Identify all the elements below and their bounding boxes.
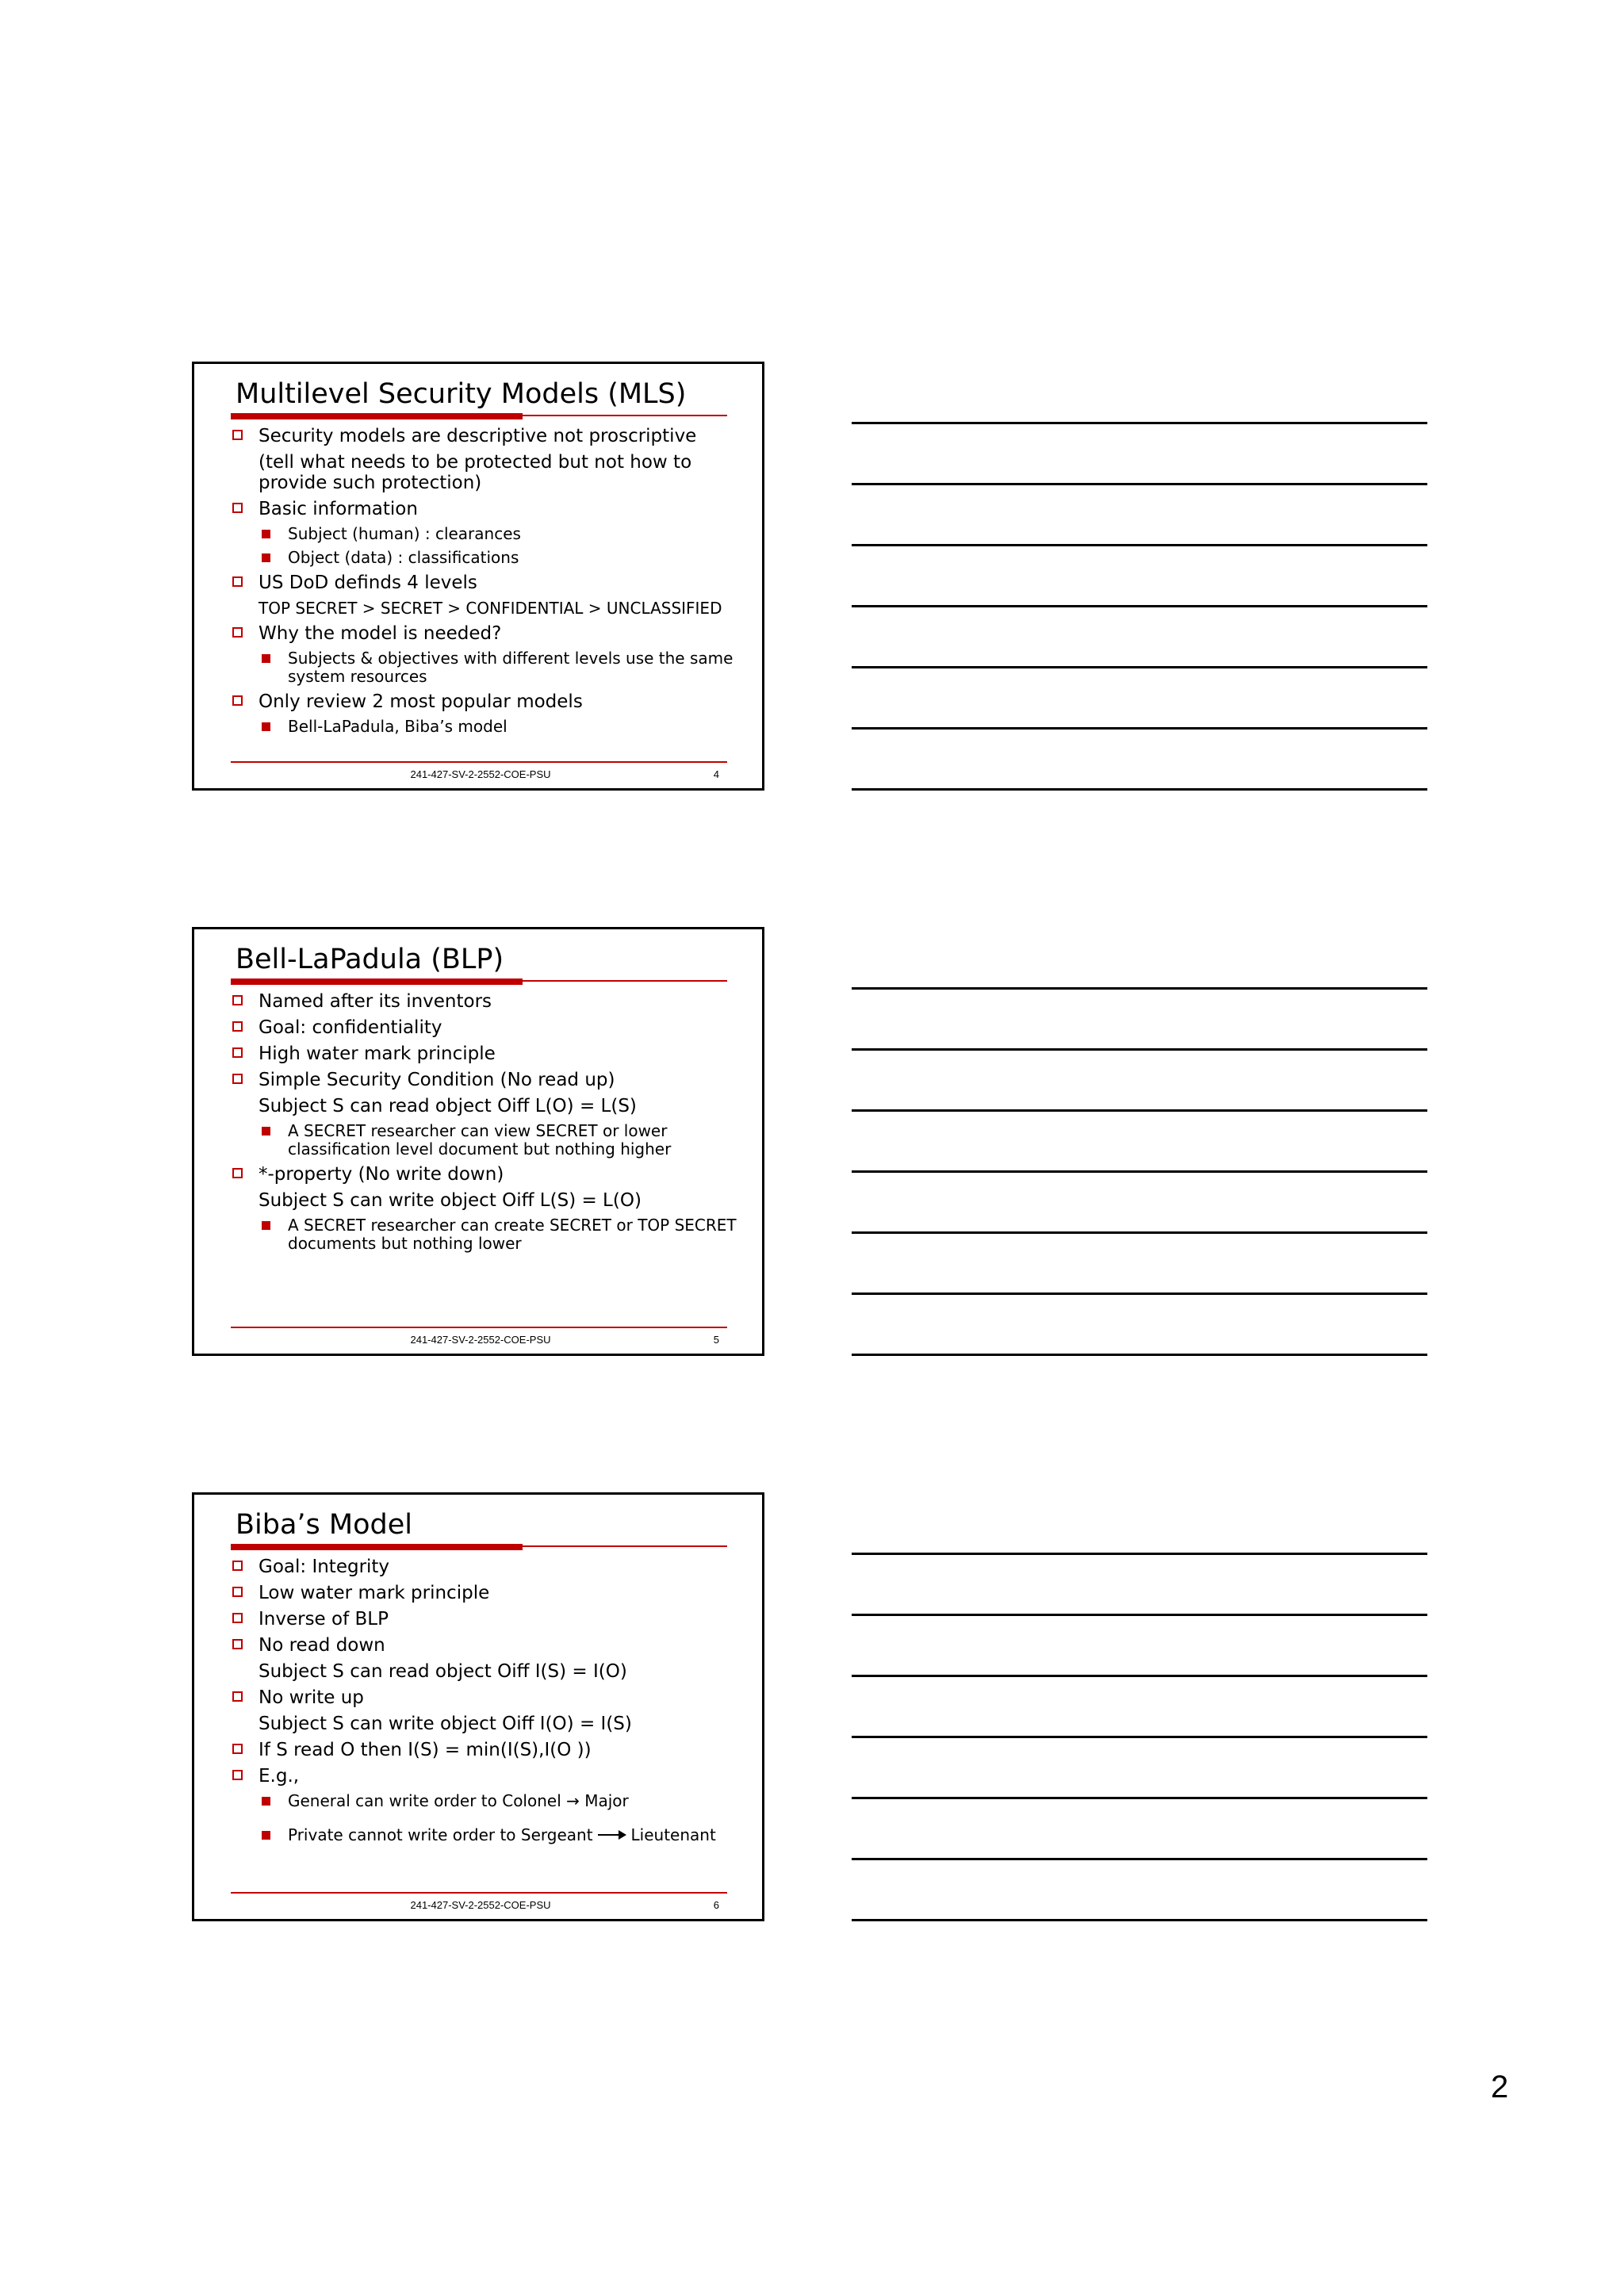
- bullet-text: A SECRET researcher can create SECRET or TOP SECRET documents but nothing lower: [288, 1216, 737, 1253]
- slide-5: [192, 927, 764, 1356]
- notes-line: [852, 1858, 1427, 1860]
- notes-line: [852, 1231, 1427, 1234]
- hollow-square-bullet-icon: [232, 627, 243, 638]
- bullet-text: General can write order to Colonel → Major: [288, 1791, 629, 1810]
- notes-line: [852, 422, 1427, 424]
- sub-bullet-item: [232, 525, 756, 543]
- title-accent-bar: [231, 413, 523, 419]
- notes-line: [852, 1736, 1427, 1738]
- hollow-square-bullet-icon: [232, 1691, 243, 1702]
- hollow-square-bullet-icon: [232, 1770, 243, 1780]
- slide-footer: 241-427-SV-2-2552-COE-PSU: [410, 1334, 551, 1346]
- filled-square-bullet-icon: [262, 722, 270, 731]
- bullet-text: Subject S can read object Oiff L(O) = L(S): [259, 1096, 637, 1116]
- bullet-item: [232, 1164, 756, 1185]
- bullet-text: Private cannot write order to Sergeant: [288, 1825, 593, 1844]
- notes-line: [852, 1293, 1427, 1295]
- notes-line: [852, 1048, 1427, 1051]
- filled-square-bullet-icon: [262, 553, 270, 562]
- title-accent-bar: [231, 1544, 523, 1550]
- bullet-item: [232, 991, 756, 1012]
- slide-page-number: 4: [713, 768, 719, 780]
- notes-line: [852, 1797, 1427, 1799]
- sub-bullet-item: [232, 1792, 756, 1810]
- continuation-text: [232, 1096, 756, 1116]
- bullet-text: Goal: confidentiality: [259, 1017, 442, 1038]
- bullet-text: Goal: Integrity: [259, 1557, 390, 1577]
- slide-title: Bell-LaPadula (BLP): [236, 944, 504, 975]
- bullet-text: Subject (human) : clearances: [288, 524, 521, 543]
- hollow-square-bullet-icon: [232, 1639, 243, 1649]
- slide-page-number: 5: [713, 1334, 719, 1346]
- bullet-item: [232, 1044, 756, 1064]
- continuation-text: [232, 1714, 756, 1734]
- notes-line: [852, 1675, 1427, 1677]
- continuation-text: [232, 599, 756, 618]
- footer-rule: [231, 761, 727, 763]
- filled-square-bullet-icon: [262, 1127, 270, 1136]
- bullet-item: [232, 1070, 756, 1090]
- continuation-text: [232, 1190, 756, 1211]
- bullet-text: Basic information: [259, 499, 418, 519]
- notes-line: [852, 1354, 1427, 1356]
- hollow-square-bullet-icon: [232, 503, 243, 513]
- bullet-text: Simple Security Condition (No read up): [259, 1070, 615, 1090]
- hollow-square-bullet-icon: [232, 576, 243, 587]
- continuation-text: [232, 452, 756, 493]
- slide-4: [192, 362, 764, 791]
- bullet-text: Named after its inventors: [259, 991, 492, 1012]
- bullet-text: Object (data) : classifications: [288, 548, 519, 567]
- bullet-item: [232, 1687, 756, 1708]
- bullet-text: *-property (No write down): [259, 1164, 504, 1185]
- bullet-item: [232, 1583, 756, 1603]
- bullet-item: [232, 1740, 756, 1760]
- filled-square-bullet-icon: [262, 654, 270, 663]
- bullet-text: Inverse of BLP: [259, 1609, 389, 1630]
- bullet-item: [232, 499, 756, 519]
- bullet-text: A SECRET researcher can view SECRET or lower classification level document but nothing higher: [288, 1121, 672, 1158]
- bullet-item: [232, 573, 756, 593]
- bullet-text: E.g.,: [259, 1766, 300, 1787]
- sub-bullet-item: [232, 1216, 756, 1253]
- bullet-text: Only review 2 most popular models: [259, 691, 583, 712]
- bullet-text: Low water mark principle: [259, 1583, 490, 1603]
- hollow-square-bullet-icon: [232, 695, 243, 706]
- filled-square-bullet-icon: [262, 530, 270, 538]
- filled-square-bullet-icon: [262, 1797, 270, 1806]
- notes-line: [852, 544, 1427, 546]
- filled-square-bullet-icon: [262, 1831, 270, 1840]
- hollow-square-bullet-icon: [232, 1047, 243, 1058]
- slide-footer: 241-427-SV-2-2552-COE-PSU: [410, 768, 551, 780]
- notes-line: [852, 1614, 1427, 1616]
- hollow-square-bullet-icon: [232, 1021, 243, 1032]
- hollow-square-bullet-icon: [232, 1744, 243, 1754]
- bullet-text: Why the model is needed?: [259, 623, 502, 644]
- filled-square-bullet-icon: [262, 1221, 270, 1230]
- bullet-text: Subject S can read object Oiff I(S) = I(O): [259, 1661, 627, 1682]
- hollow-square-bullet-icon: [232, 430, 243, 440]
- bullet-item: [232, 691, 756, 712]
- hollow-square-bullet-icon: [232, 1168, 243, 1178]
- sub-bullet-item: [232, 549, 756, 567]
- hollow-square-bullet-icon: [232, 1587, 243, 1597]
- footer-rule: [231, 1327, 727, 1328]
- bullet-item: [232, 623, 756, 644]
- slide-content: [232, 426, 756, 741]
- notes-line: [852, 1919, 1427, 1921]
- title-accent-bar: [231, 978, 523, 985]
- bullet-item: [232, 1766, 756, 1787]
- bullet-item: [232, 1557, 756, 1577]
- notes-line: [852, 483, 1427, 485]
- bullet-text: Subjects & objectives with different levels use the same system resources: [288, 649, 733, 686]
- slide-title: Multilevel Security Models (MLS): [236, 378, 687, 410]
- hollow-square-bullet-icon: [232, 995, 243, 1005]
- continuation-text: [232, 1661, 756, 1682]
- right-arrow-icon: [596, 1827, 628, 1845]
- bullet-item: [232, 1635, 756, 1656]
- notes-line: [852, 605, 1427, 607]
- bullet-text: If S read O then I(S) = min(I(S),I(O )): [259, 1740, 592, 1760]
- bullet-text: Security models are descriptive not proscriptive: [259, 426, 697, 446]
- bullet-text: Bell-LaPadula, Biba’s model: [288, 717, 508, 736]
- bullet-text: High water mark principle: [259, 1044, 496, 1064]
- notes-line: [852, 788, 1427, 791]
- sheet-page-number: 2: [1491, 2070, 1509, 2104]
- sub-bullet-item: [232, 1826, 756, 1845]
- notes-line: [852, 666, 1427, 668]
- sub-bullet-item: [232, 718, 756, 736]
- bullet-text: (tell what needs to be protected but not how to provide such protection): [259, 452, 692, 493]
- notes-line: [852, 1109, 1427, 1112]
- hollow-square-bullet-icon: [232, 1561, 243, 1571]
- notes-line: [852, 987, 1427, 990]
- bullet-text: US DoD definds 4 levels: [259, 573, 477, 593]
- sub-bullet-item: [232, 1122, 756, 1158]
- notes-line: [852, 1170, 1427, 1173]
- notes-line: [852, 727, 1427, 730]
- slide-footer: 241-427-SV-2-2552-COE-PSU: [410, 1899, 551, 1911]
- bullet-item: [232, 426, 756, 446]
- bullet-text: No read down: [259, 1635, 385, 1656]
- bullet-text-after-arrow: Lieutenant: [630, 1825, 716, 1844]
- bullet-item: [232, 1017, 756, 1038]
- bullet-text: Subject S can write object Oiff L(S) = L(O): [259, 1190, 642, 1211]
- bullet-item: [232, 1609, 756, 1630]
- bullet-text: Subject S can write object Oiff I(O) = I(S): [259, 1714, 632, 1734]
- hollow-square-bullet-icon: [232, 1613, 243, 1623]
- bullet-text: No write up: [259, 1687, 364, 1708]
- slide-page-number: 6: [713, 1899, 719, 1911]
- sub-bullet-item: [232, 649, 756, 686]
- footer-rule: [231, 1892, 727, 1894]
- bullet-text: TOP SECRET > SECRET > CONFIDENTIAL > UNCLASSIFIED: [259, 599, 722, 618]
- slide-6: [192, 1492, 764, 1921]
- hollow-square-bullet-icon: [232, 1074, 243, 1084]
- slide-content: [232, 991, 756, 1258]
- notes-line: [852, 1553, 1427, 1555]
- slide-title: Biba’s Model: [236, 1509, 412, 1541]
- slide-content: [232, 1557, 756, 1851]
